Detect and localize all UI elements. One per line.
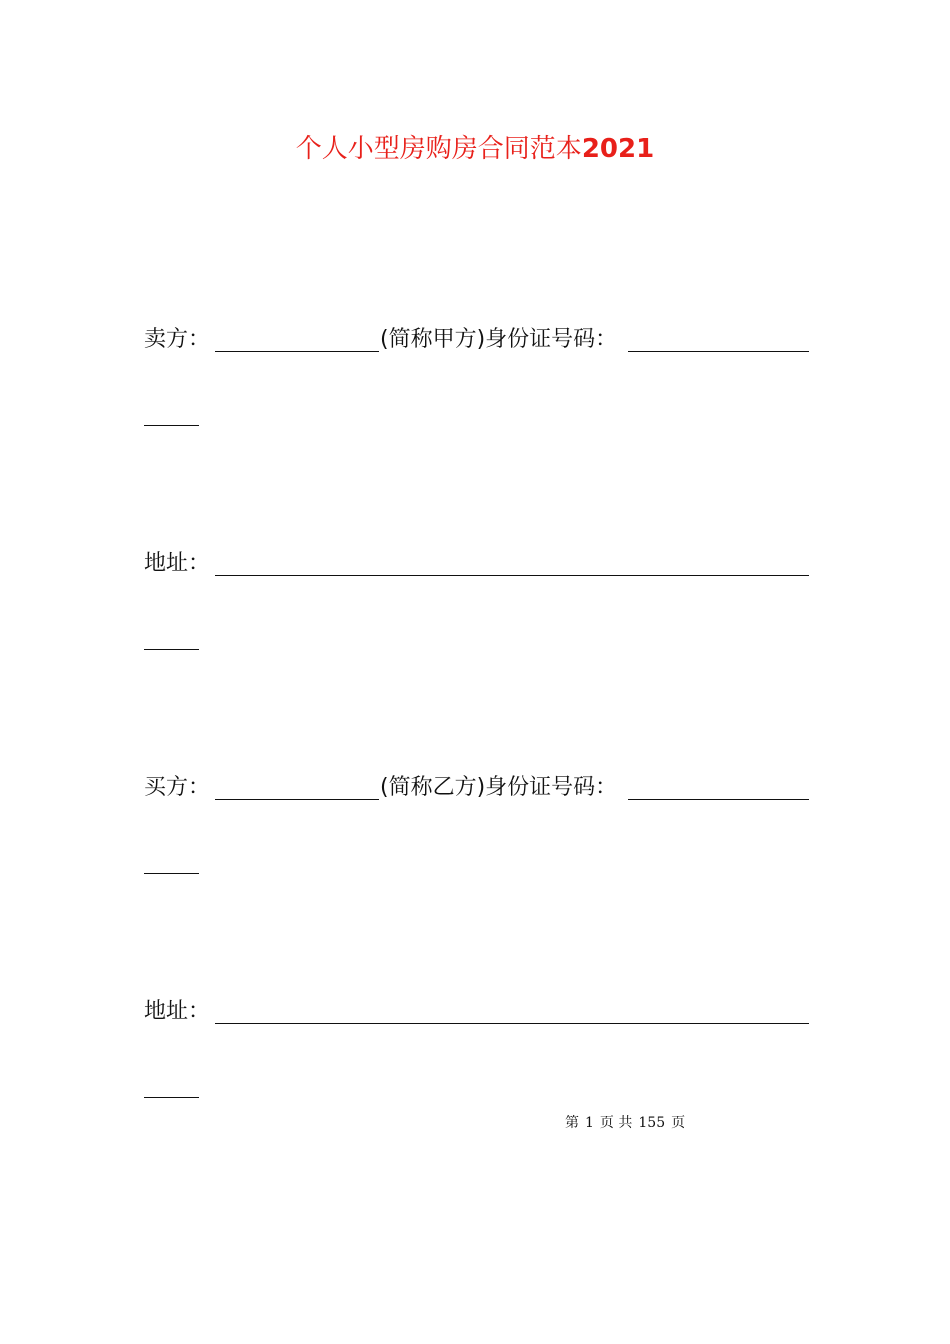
seller-label: 卖方： (144, 327, 211, 352)
footer-total-pages: 155 (638, 1115, 666, 1131)
title-year: 2021 (581, 134, 655, 164)
document-title (0, 128, 950, 170)
seller-name-blank (215, 351, 379, 352)
buyer-line (144, 768, 809, 808)
footer-prefix: 第 (565, 1115, 579, 1131)
seller-abbr-label: (简称甲方)身份证号码： (380, 327, 618, 352)
title-text: 个人小型房购房合同范本 (295, 134, 582, 164)
footer-suffix: 页 (671, 1115, 686, 1131)
buyer-id-blank-continued (144, 873, 199, 874)
buyer-id-blank (628, 799, 809, 800)
seller-address-blank (215, 575, 809, 576)
buyer-label: 买方： (144, 775, 211, 800)
page-footer (565, 1112, 691, 1134)
buyer-address-blank-continued (144, 1097, 199, 1098)
buyer-name-blank (215, 799, 379, 800)
seller-address-label: 地址： (144, 551, 211, 576)
seller-address-blank-continued (144, 649, 199, 650)
footer-middle: 页 共 (599, 1115, 633, 1131)
seller-id-blank-continued (144, 425, 199, 426)
buyer-address-blank (215, 1023, 809, 1024)
seller-address-line (144, 544, 809, 584)
seller-line (144, 320, 809, 360)
footer-page-number: 1 (585, 1115, 594, 1131)
buyer-address-label: 地址： (144, 999, 211, 1024)
buyer-address-line (144, 992, 809, 1032)
seller-id-blank (628, 351, 809, 352)
buyer-abbr-label: (简称乙方)身份证号码： (380, 775, 618, 800)
